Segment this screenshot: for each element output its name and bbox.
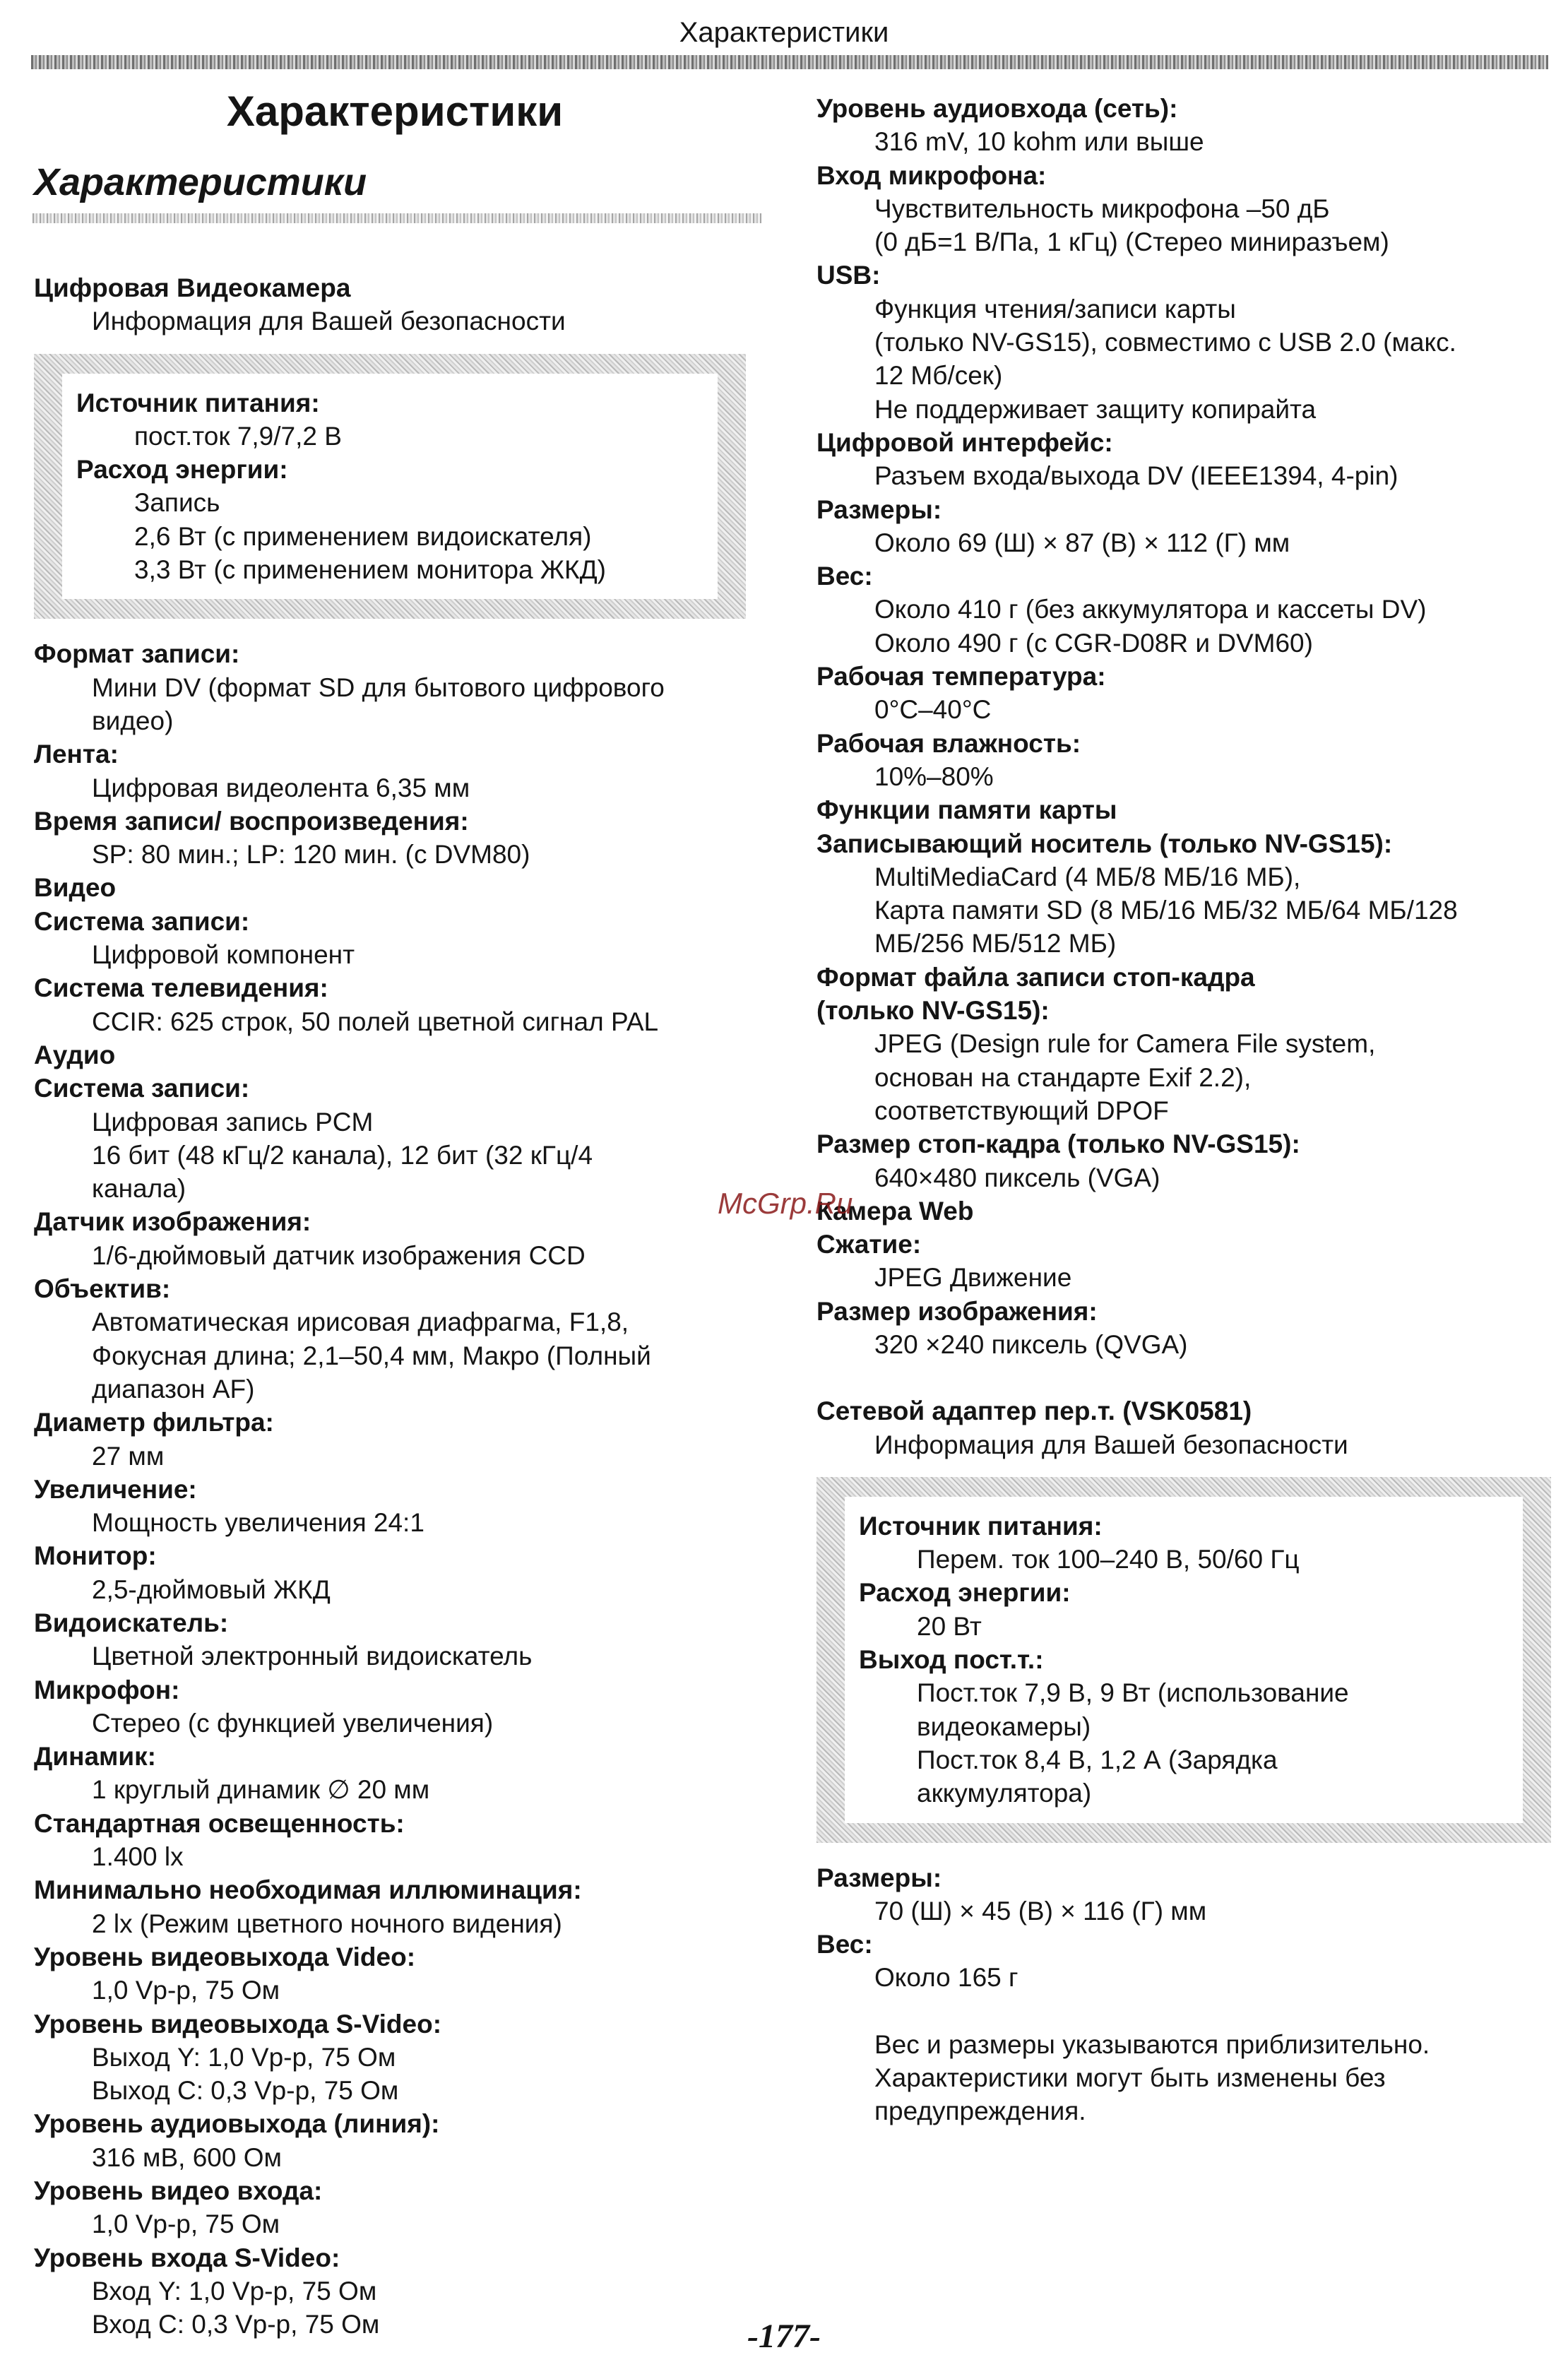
- spec-value: Цифровая видеолента 6,35 мм: [92, 773, 470, 802]
- spec-heading: Аудио: [34, 1040, 116, 1069]
- spec-value: Характеристики могут быть изменены без: [874, 2063, 1386, 2093]
- spec-heading: Уровень видео входа:: [34, 2176, 323, 2206]
- spec-value: Цифровая запись PCM: [92, 1107, 374, 1137]
- spec-value: Мини DV (формат SD для бытового цифрового: [92, 672, 665, 702]
- spec-value: (0 дБ=1 В/Па, 1 кГц) (Стерео миниразъем): [874, 227, 1389, 257]
- spec-value: SP: 80 мин.; LP: 120 мин. (с DVM80): [92, 840, 530, 870]
- spec-value: 2 lx (Режим цветного ночного видения): [92, 1909, 562, 1938]
- spec-value: Информация для Вашей безопасности: [874, 1430, 1348, 1459]
- spec-heading: Система записи:: [34, 906, 250, 936]
- spec-value: 640×480 пиксель (VGA): [874, 1163, 1160, 1192]
- right-column: [816, 92, 1551, 2128]
- adapter-power-box: [816, 1477, 1551, 1843]
- spec-value: 0°C–40°C: [874, 695, 992, 725]
- spec-heading: Вход микрофона:: [816, 160, 1047, 190]
- spec-value: Около 165 г: [874, 1963, 1018, 1993]
- spec-value: Цифровой компонент: [92, 940, 355, 970]
- spec-heading: Размер стоп-кадра (только NV-GS15):: [816, 1129, 1300, 1159]
- spec-value: Стерео (с функцией увеличения): [92, 1708, 494, 1738]
- page-number: -177-: [747, 2318, 821, 2355]
- spec-value: 20 Вт: [917, 1611, 982, 1641]
- spec-heading: Расход энергии:: [859, 1578, 1071, 1608]
- spec-heading: Увеличение:: [34, 1474, 197, 1504]
- spec-heading: Выход пост.т.:: [859, 1645, 1044, 1675]
- spec-heading: Сжатие:: [816, 1230, 922, 1259]
- spec-value: MultiMediaCard (4 МБ/8 МБ/16 МБ),: [874, 862, 1301, 891]
- spec-heading: Динамик:: [34, 1742, 156, 1772]
- spec-heading: Источник питания:: [76, 388, 320, 417]
- spec-value: канала): [92, 1174, 186, 1204]
- spec-value: 27 мм: [92, 1441, 165, 1471]
- spec-value: соответствующий DPOF: [874, 1096, 1169, 1125]
- spec-value: аккумулятора): [917, 1779, 1092, 1808]
- spec-heading: Размеры:: [816, 494, 942, 524]
- right-spec-list: [816, 1861, 1551, 2128]
- spec-value: Около 490 г (с CGR-D08R и DVM60): [874, 628, 1313, 658]
- spec-value: Выход C: 0,3 Vp-p, 75 Ом: [92, 2076, 399, 2106]
- spec-heading: Стандартная освещенность:: [34, 1808, 405, 1838]
- camera-power-box: [34, 354, 746, 619]
- spec-value: Пост.ток 8,4 В, 1,2 А (Зарядка: [917, 1745, 1278, 1774]
- spec-heading: Расход энергии:: [76, 455, 288, 485]
- spec-heading: (только NV-GS15):: [816, 996, 1050, 1026]
- spec-heading: Система телевидения:: [34, 973, 328, 1003]
- spec-value: Вход Y: 1,0 Vp-p, 75 Ом: [92, 2276, 377, 2306]
- spec-value: Вес и размеры указываются приблизительно.: [874, 2029, 1430, 2059]
- spec-value: 316 mV, 10 kohm или выше: [874, 127, 1204, 157]
- spec-value: 1,0 Vp-p, 75 Ом: [92, 1976, 280, 2005]
- spec-value: Около 69 (Ш) × 87 (В) × 112 (Г) мм: [874, 528, 1290, 557]
- spec-heading: Уровень аудиовыхода (линия):: [34, 2109, 440, 2139]
- spec-value: 16 бит (48 кГц/2 канала), 12 бит (32 кГц/4: [92, 1140, 593, 1170]
- left-top-list: [34, 271, 768, 338]
- page-title: Характеристики: [226, 88, 564, 135]
- spec-heading: Записывающий носитель (только NV-GS15):: [816, 829, 1393, 858]
- spec-value: Выход Y: 1,0 Vp-p, 75 Ом: [92, 2042, 396, 2072]
- spec-heading: Объектив:: [34, 1274, 171, 1304]
- spec-heading: Размер изображения:: [816, 1296, 1098, 1326]
- camera-power-box-inner: [62, 374, 718, 600]
- spec-value: Мощность увеличения 24:1: [92, 1508, 424, 1538]
- spec-value: Пост.ток 7,9 В, 9 Вт (использование: [917, 1678, 1349, 1708]
- spec-value: Запись: [134, 488, 220, 518]
- spec-value: Автоматическая ирисовая диафрагма, F1,8,: [92, 1307, 629, 1337]
- watermark: McGrp.Ru: [718, 1187, 853, 1220]
- running-header: Характеристики: [679, 17, 889, 48]
- spec-value: 1.400 lx: [92, 1842, 184, 1872]
- spec-heading: Видоискатель:: [34, 1608, 229, 1637]
- spec-heading: Рабочая влажность:: [816, 728, 1081, 758]
- spec-heading: Размеры:: [816, 1863, 942, 1892]
- spec-value: Чувствительность микрофона –50 дБ: [874, 194, 1330, 223]
- spec-heading: Формат записи:: [34, 639, 240, 669]
- spec-value: Информация для Вашей безопасности: [92, 307, 566, 336]
- spec-value: видео): [92, 706, 174, 735]
- spec-heading: Уровень аудиовхода (сеть):: [816, 94, 1178, 123]
- spec-value: 2,5-дюймовый ЖКД: [92, 1574, 331, 1604]
- spec-value: Фокусная длина; 2,1–50,4 мм, Макро (Полный: [92, 1341, 651, 1370]
- spec-value: 2,6 Вт (с применением видоискателя): [134, 521, 592, 551]
- left-spec-list: [34, 637, 768, 2341]
- spec-value: CCIR: 625 строк, 50 полей цветной сигнал PAL: [92, 1007, 659, 1036]
- spec-value: (только NV-GS15), совместимо с USB 2.0 (макс.: [874, 328, 1456, 357]
- spec-value: 320 ×240 пиксель (QVGA): [874, 1329, 1188, 1359]
- spec-value: 1 круглый динамик ∅ 20 мм: [92, 1775, 430, 1805]
- spec-value: Вход C: 0,3 Vp-p, 75 Ом: [92, 2310, 380, 2339]
- left-column: [34, 271, 768, 2342]
- spec-value: Функция чтения/записи карты: [874, 294, 1236, 324]
- spec-heading: Сетевой адаптер пер.т. (VSK0581): [816, 1396, 1252, 1426]
- spec-heading: Уровень видеовыхода Video:: [34, 1942, 416, 1971]
- spec-value: Перем. ток 100–240 В, 50/60 Гц: [917, 1545, 1300, 1574]
- spec-heading: Время записи/ воспроизведения:: [34, 806, 469, 836]
- spacer: [816, 1361, 1551, 1394]
- spec-value: 1/6-дюймовый датчик изображения CCD: [92, 1240, 586, 1270]
- spec-heading: USB:: [816, 261, 881, 290]
- spec-heading: Формат файла записи стоп-кадра: [816, 962, 1255, 992]
- spec-value: Карта памяти SD (8 МБ/16 МБ/32 МБ/64 МБ/128: [874, 896, 1458, 925]
- spec-heading: Монитор:: [34, 1541, 157, 1571]
- spec-heading: Вес:: [816, 1930, 873, 1959]
- spec-heading: Вес:: [816, 562, 873, 591]
- spec-heading: Микрофон:: [34, 1675, 180, 1704]
- spec-value: МБ/256 МБ/512 МБ): [874, 929, 1117, 959]
- spec-value: Цветной электронный видоискатель: [92, 1642, 533, 1671]
- spec-value: 12 Мб/сек): [874, 361, 1003, 391]
- section-rule: [32, 213, 761, 223]
- spec-value: 1,0 Vp-p, 75 Ом: [92, 2209, 280, 2239]
- spec-heading: Функции памяти карты: [816, 795, 1117, 825]
- spec-value: диапазон AF): [92, 1374, 255, 1404]
- spec-value: JPEG Движение: [874, 1263, 1072, 1293]
- spec-value: JPEG (Design rule for Camera File system,: [874, 1029, 1376, 1059]
- spec-value: предупреждения.: [874, 2096, 1086, 2126]
- spec-value: видеокамеры): [917, 1711, 1091, 1741]
- spec-value: 10%–80%: [874, 761, 994, 791]
- adapter-power-box-inner: [845, 1497, 1523, 1823]
- spec-heading: Диаметр фильтра:: [34, 1408, 274, 1437]
- spec-heading: Цифровая Видеокамера: [34, 273, 351, 302]
- spec-heading: Датчик изображения:: [34, 1207, 311, 1237]
- spec-value: Не поддерживает защиту копирайта: [874, 394, 1317, 424]
- spec-value: 3,3 Вт (с применением монитора ЖКД): [134, 555, 606, 585]
- section-title: Характеристики: [34, 161, 367, 203]
- spec-value: 316 мВ, 600 Ом: [92, 2142, 282, 2172]
- right-top-list: [816, 92, 1551, 1461]
- spec-value: 70 (Ш) × 45 (В) × 116 (Г) мм: [874, 1896, 1207, 1926]
- spec-heading: Система записи:: [34, 1074, 250, 1103]
- spec-heading: Лента:: [34, 740, 119, 769]
- spec-heading: Рабочая температура:: [816, 662, 1106, 692]
- spec-heading: Уровень входа S-Video:: [34, 2243, 340, 2272]
- spec-value: основан на стандарте Exif 2.2),: [874, 1062, 1252, 1092]
- spec-heading: Минимально необходимая иллюминация:: [34, 1875, 582, 1905]
- spacer: [816, 1995, 1551, 2028]
- header-rule: [31, 55, 1548, 69]
- spec-value: Разъем входа/выхода DV (IEEE1394, 4-pin): [874, 461, 1398, 491]
- spec-heading: Источник питания:: [859, 1511, 1103, 1541]
- spec-value: Около 410 г (без аккумулятора и кассеты DV): [874, 595, 1427, 624]
- spec-heading: Камера Web: [816, 1196, 974, 1226]
- spec-heading: Видео: [34, 873, 117, 903]
- spec-heading: Уровень видеовыхода S-Video:: [34, 2009, 442, 2039]
- spec-heading: Цифровой интерфейс:: [816, 427, 1113, 457]
- spec-value: пост.ток 7,9/7,2 В: [134, 421, 342, 451]
